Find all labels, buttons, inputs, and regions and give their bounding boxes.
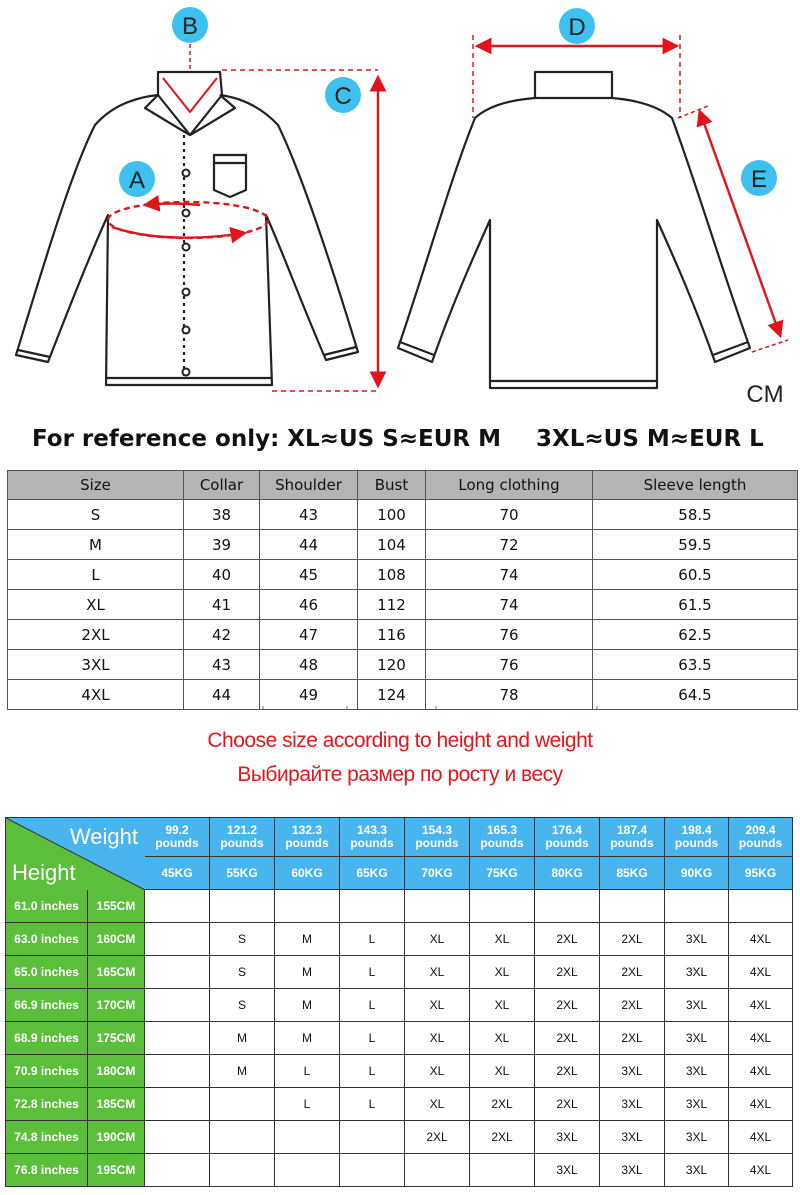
height-row [6,989,793,1022]
recommended-size-cell: 2XL [535,923,600,956]
height-row [6,1121,793,1154]
recommended-size-cell [340,890,405,923]
recommended-size-cell: L [275,1055,340,1088]
recommended-size-cell: L [340,1022,405,1055]
size-cell: 43 [184,650,260,680]
size-cell: 39 [184,530,260,560]
size-cell: 48 [260,650,358,680]
height-cm-cell: 160CM [88,923,145,956]
weight-pounds-value: 99.2 [165,823,189,837]
recommended-size-cell: XL [405,1088,470,1121]
weight-kg-cell: 90KG [665,857,729,890]
height-row [6,1154,793,1187]
choose-text-ru: Выбирайте размер по росту и весу [237,763,563,786]
recommended-size-cell: M [275,956,340,989]
height-inches-cell: 70.9 inches [6,1055,88,1088]
weight-pounds-unit: pounds [415,836,459,850]
recommended-size-cell: 3XL [665,1088,729,1121]
svg-text:C: C [334,83,352,110]
recommended-size-cell: M [210,1022,275,1055]
size-cell: 70 [426,500,593,530]
weight-pounds-value: 143.3 [356,823,388,837]
size-cell: S [8,500,184,530]
height-cm-cell: 165CM [88,956,145,989]
recommended-size-cell: 4XL [729,923,793,956]
weight-pounds-value: 121.2 [226,823,258,837]
size-row [8,620,798,650]
recommended-size-cell: L [275,1088,340,1121]
recommended-size-cell: 3XL [600,1121,665,1154]
recommended-size-cell: L [340,1088,405,1121]
recommended-size-cell [210,890,275,923]
weight-pounds-cell [535,818,600,857]
recommended-size-cell: M [275,989,340,1022]
size-header-cell: Bust [358,471,426,500]
recommended-size-cell: XL [470,989,535,1022]
badge-d [559,8,595,44]
table-corner [6,818,145,890]
height-row [6,1088,793,1121]
height-row [6,1022,793,1055]
weight-pounds-unit: pounds [674,836,719,850]
recommended-size-cell [145,1055,210,1088]
size-cell: 74 [426,590,593,620]
height-inches-cell: 76.8 inches [6,1154,88,1187]
weight-kg-cell: 60KG [275,857,340,890]
recommended-size-cell: 4XL [729,1154,793,1187]
size-cell: M [8,530,184,560]
recommended-size-cell: 2XL [600,1022,665,1055]
size-cell: 108 [358,560,426,590]
weight-pounds-unit: pounds [738,836,783,850]
weight-pounds-value: 154.3 [421,823,453,837]
sleeve-measure [678,106,788,352]
recommended-size-cell [275,1121,340,1154]
recommended-size-cell: 2XL [535,956,600,989]
recommended-size-cell [665,890,729,923]
size-cell: 64.5 [593,680,798,710]
size-cell: 38 [184,500,260,530]
size-cell: 47 [260,620,358,650]
weight-label: Weight [69,824,138,849]
recommended-size-cell [210,1088,275,1121]
size-cell: 42 [184,620,260,650]
size-cell: 63.5 [593,650,798,680]
recommended-size-cell [145,1022,210,1055]
back-shirt [398,72,750,388]
recommended-size-cell [600,890,665,923]
recommended-size-cell: L [340,1055,405,1088]
choose-text-en: Choose size according to height and weight [207,729,593,752]
size-cell: L [8,560,184,590]
recommended-size-cell: 4XL [729,989,793,1022]
recommended-size-cell: XL [470,1055,535,1088]
svg-text:E: E [750,166,768,193]
recommended-size-cell: 2XL [470,1121,535,1154]
weight-pounds-value: 132.3 [291,823,323,837]
size-cell: 44 [260,530,358,560]
size-cell: 40 [184,560,260,590]
height-inches-cell: 65.0 inches [6,956,88,989]
front-shirt [16,72,358,385]
recommended-size-cell [210,1121,275,1154]
recommended-size-cell [405,1154,470,1187]
weight-kg-cell: 95KG [729,857,793,890]
recommended-size-cell: M [210,1055,275,1088]
height-inches-cell: 68.9 inches [6,1022,88,1055]
recommended-size-cell: 2XL [600,989,665,1022]
recommended-size-cell: 2XL [535,1022,600,1055]
recommended-size-cell [340,1154,405,1187]
size-cell: 45 [260,560,358,590]
recommended-size-cell: 4XL [729,1055,793,1088]
weight-pounds-unit: pounds [480,836,524,850]
recommended-size-cell: 3XL [535,1121,600,1154]
size-cell: 59.5 [593,530,798,560]
size-cell: 112 [358,590,426,620]
recommended-size-cell: 2XL [535,1088,600,1121]
recommended-size-cell [275,890,340,923]
weight-pounds-unit: pounds [155,836,199,850]
size-cell: 44 [184,680,260,710]
weight-pounds-value: 165.3 [486,823,518,837]
size-cell: 76 [426,650,593,680]
height-inches-cell: 74.8 inches [6,1121,88,1154]
svg-text:A: A [128,167,146,194]
recommended-size-cell: 2XL [600,956,665,989]
size-cell: 100 [358,500,426,530]
size-cell: 41 [184,590,260,620]
recommended-size-cell: M [275,923,340,956]
size-cell: 104 [358,530,426,560]
weight-pounds-unit: pounds [610,836,654,850]
recommended-size-cell [145,956,210,989]
height-cm-cell: 180CM [88,1055,145,1088]
height-row [6,923,793,956]
recommended-size-cell: 2XL [535,989,600,1022]
recommended-size-cell: 3XL [600,1088,665,1121]
size-cell: 46 [260,590,358,620]
recommended-size-cell: 3XL [665,1154,729,1187]
height-row [6,1055,793,1088]
recommended-size-cell: S [210,989,275,1022]
recommended-size-cell: 4XL [729,1121,793,1154]
weight-kg-cell: 70KG [405,857,470,890]
recommended-size-cell: XL [405,956,470,989]
recommended-size-cell: 3XL [535,1154,600,1187]
recommended-size-cell [145,1121,210,1154]
size-cell: 72 [426,530,593,560]
size-cell: XL [8,590,184,620]
size-table-header [8,471,798,500]
recommended-size-cell: XL [405,923,470,956]
size-cell: 124 [358,680,426,710]
recommended-size-cell: 2XL [405,1121,470,1154]
weight-pounds-cell [729,818,793,857]
size-header-cell: Collar [184,471,260,500]
height-inches-cell: 66.9 inches [6,989,88,1022]
size-cell: 62.5 [593,620,798,650]
recommended-size-cell: 3XL [665,923,729,956]
recommended-size-cell [729,890,793,923]
recommended-size-cell: 3XL [600,1055,665,1088]
recommended-size-cell: 2XL [535,1055,600,1088]
height-cm-cell: 190CM [88,1121,145,1154]
size-header-cell: Sleeve length [593,471,798,500]
recommended-size-cell [340,1121,405,1154]
height-weight-table [5,817,793,1187]
size-cell: 4XL [8,680,184,710]
badge-c [325,77,361,113]
size-chart-table [7,470,798,710]
size-cell: 60.5 [593,560,798,590]
weight-kg-cell: 55KG [210,857,275,890]
size-cell: 3XL [8,650,184,680]
recommended-size-cell: L [340,989,405,1022]
size-cell: 76 [426,620,593,650]
height-cm-cell: 175CM [88,1022,145,1055]
weight-kg-cell: 65KG [340,857,405,890]
size-row [8,530,798,560]
recommended-size-cell: S [210,923,275,956]
weight-pounds-cell [405,818,470,857]
reference-right: 3XL≈US M≈EUR L [536,426,764,452]
badge-a [119,161,155,197]
size-cell: 116 [358,620,426,650]
weight-pounds-cell [210,818,275,857]
recommended-size-cell: 2XL [600,923,665,956]
recommended-size-cell [405,890,470,923]
size-row [8,650,798,680]
corner-graphic [6,818,145,890]
weight-pounds-unit: pounds [545,836,589,850]
size-cell: 120 [358,650,426,680]
height-inches-cell: 72.8 inches [6,1088,88,1121]
size-row [8,560,798,590]
size-cell: 43 [260,500,358,530]
weight-pounds-unit: pounds [285,836,329,850]
weight-pounds-value: 198.4 [681,823,712,837]
weight-pounds-cell [665,818,729,857]
recommended-size-cell: XL [405,1055,470,1088]
height-cm-cell: 155CM [88,890,145,923]
weight-pounds-cell [600,818,665,857]
recommended-size-cell: 3XL [665,1055,729,1088]
size-cell: 78 [426,680,593,710]
reference-line [0,420,800,460]
size-row [8,500,798,530]
size-cell: 58.5 [593,500,798,530]
height-label: Height [12,860,76,885]
weight-kg-cell: 75KG [470,857,535,890]
weight-pounds-value: 209.4 [745,823,776,837]
divider-dots [0,704,800,712]
recommended-size-cell [145,923,210,956]
recommended-size-cell: L [340,923,405,956]
weight-kg-cell: 80KG [535,857,600,890]
recommended-size-cell [275,1154,340,1187]
recommended-size-cell [145,1088,210,1121]
recommended-size-cell: 4XL [729,956,793,989]
recommended-size-cell [535,890,600,923]
weight-pounds-cell [470,818,535,857]
height-row [6,956,793,989]
recommended-size-cell: 2XL [470,1088,535,1121]
recommended-size-cell: 3XL [600,1154,665,1187]
recommended-size-cell: 3XL [665,989,729,1022]
height-inches-cell: 61.0 inches [6,890,88,923]
size-row [8,590,798,620]
recommended-size-cell: M [275,1022,340,1055]
recommended-size-cell: 3XL [665,956,729,989]
size-cell: 61.5 [593,590,798,620]
weight-pounds-unit: pounds [350,836,394,850]
recommended-size-cell: XL [470,956,535,989]
recommended-size-cell [210,1154,275,1187]
size-cell: 49 [260,680,358,710]
weight-pounds-value: 176.4 [551,823,583,837]
recommended-size-cell: 3XL [665,1121,729,1154]
recommended-size-cell: 4XL [729,1088,793,1121]
weight-pounds-cell [275,818,340,857]
height-cm-cell: 195CM [88,1154,145,1187]
svg-text:B: B [181,13,199,40]
recommended-size-cell: XL [405,989,470,1022]
weight-pounds-value: 187.4 [616,823,648,837]
height-cm-cell: 170CM [88,989,145,1022]
unit-label: CM [746,381,784,405]
recommended-size-cell: XL [470,1022,535,1055]
size-cell: 74 [426,560,593,590]
weight-kg-cell: 85KG [600,857,665,890]
size-header-cell: Long clothing [426,471,593,500]
recommended-size-cell: 3XL [665,1022,729,1055]
badge-b [172,7,208,43]
weight-pounds-unit: pounds [220,836,264,850]
height-row [6,890,793,923]
weight-pounds-cell [340,818,405,857]
recommended-size-cell: XL [405,1022,470,1055]
recommended-size-cell [145,890,210,923]
height-inches-cell: 63.0 inches [6,923,88,956]
recommended-size-cell: S [210,956,275,989]
recommended-size-cell: 4XL [729,1022,793,1055]
size-header-cell: Size [8,471,184,500]
bust-measure [108,202,268,238]
recommended-size-cell [145,989,210,1022]
size-cell: 2XL [8,620,184,650]
recommended-size-cell: L [340,956,405,989]
recommended-size-cell [470,890,535,923]
weight-pounds-cell [145,818,210,857]
recommended-size-cell [145,1154,210,1187]
recommended-size-cell: XL [470,923,535,956]
shirt-diagram [0,0,800,405]
svg-text:D: D [568,14,586,41]
badge-e [741,160,777,196]
weight-kg-cell: 45KG [145,857,210,890]
height-cm-cell: 185CM [88,1088,145,1121]
reference-left: For reference only: XL≈US S≈EUR M [32,426,502,452]
recommended-size-cell [470,1154,535,1187]
size-header-cell: Shoulder [260,471,358,500]
